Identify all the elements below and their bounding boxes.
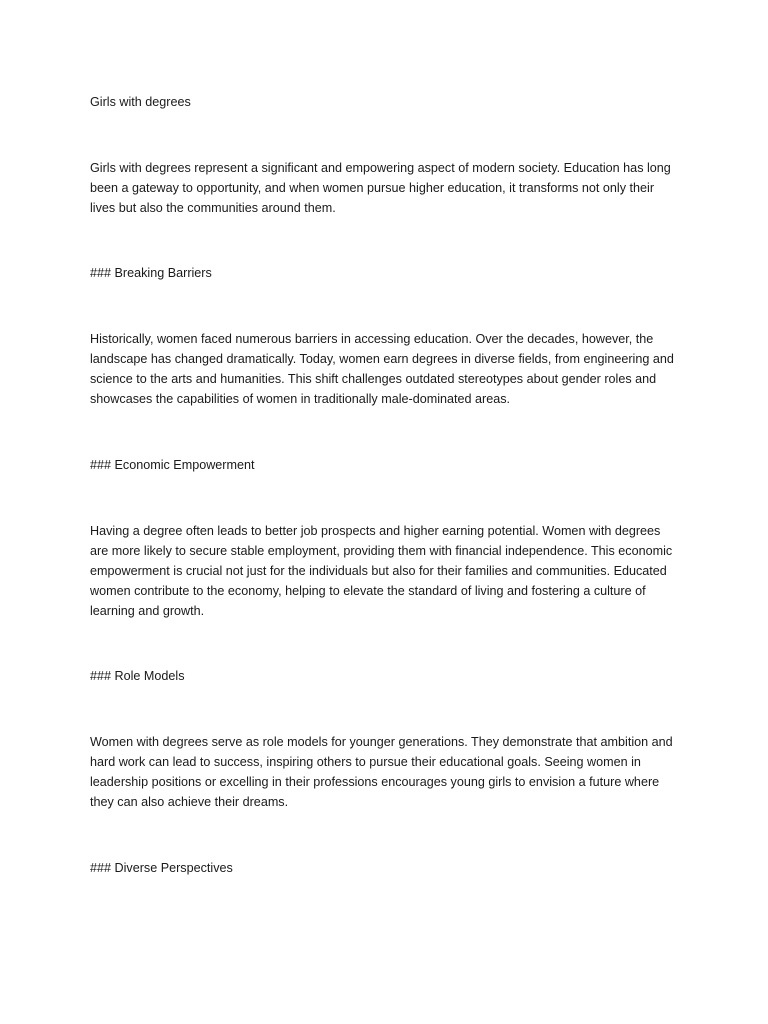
section-heading-role-models: ### Role Models bbox=[90, 669, 185, 683]
section-heading-diverse-perspectives: ### Diverse Perspectives bbox=[90, 861, 233, 875]
section-body-economic-empowerment: Having a degree often leads to better job prospects and higher earning potential. Women with degrees are more likely to secure stable employment, providing them with financial independence. This economic empowerment is crucial not just for the individuals but also for their families and communities. Educated women contribute to the economy, helping to elevate the standard of living and fostering a culture of learning and growth. bbox=[90, 524, 673, 619]
document-title: Girls with degrees bbox=[90, 95, 191, 109]
section-body-breaking-barriers: Historically, women faced numerous barriers in accessing education. Over the decades, however, the landscape has changed dramatically. Today, women earn degrees in diverse fields, from engineering and science to the arts and humanities. This shift challenges outdated stereotypes about gender roles and showcases the capabilities of women in traditionally male-dominated areas. bbox=[90, 332, 674, 407]
section-heading-economic-empowerment: ### Economic Empowerment bbox=[90, 458, 255, 472]
section-body-role-models: Women with degrees serve as role models for younger generations. They demonstrate that ambition and hard work can lead to success, inspiring others to pursue their educational goals. Seeing women in leadership positions or excelling in their professions encourages young girls to envision a future where they can also achieve their dreams. bbox=[90, 735, 673, 810]
intro-paragraph: Girls with degrees represent a significant and empowering aspect of modern society. Education has long been a gateway to opportunity, and when women pursue higher education, it transforms not only their lives but also the communities around them. bbox=[90, 161, 671, 216]
section-heading-breaking-barriers: ### Breaking Barriers bbox=[90, 266, 212, 280]
